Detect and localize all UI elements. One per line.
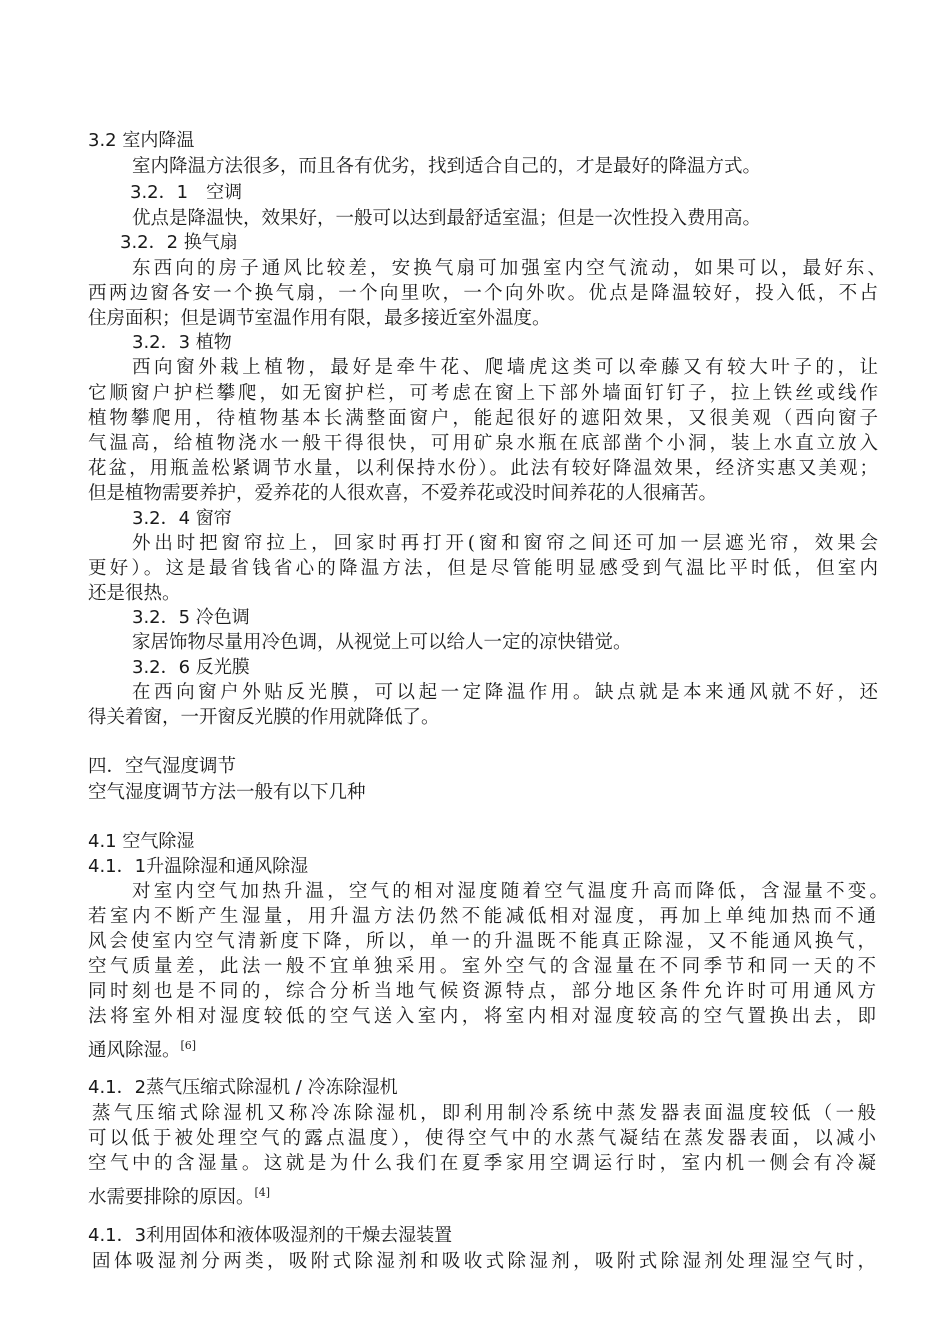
paragraph-line: 花盆，用瓶盖松紧调节水量，以利保持水份）。此法有较好降温效果，经济实惠又美观； <box>88 458 878 479</box>
paragraph-line <box>88 1038 196 1064</box>
citation-reference: [4] <box>254 1185 271 1199</box>
heading-3-2: 3.2 室内降温 <box>88 130 195 151</box>
paragraph-line: 若室内不断产生湿量，用升温方法仍然不能减低相对湿度，再加上单纯加热而不通 <box>88 906 876 927</box>
heading-3-2-2: 3.2．2 换气扇 <box>120 232 238 253</box>
paragraph-line: 西两边窗各安一个换气扇，一个向里吹，一个向外吹。优点是降温较好，投入低，不占 <box>88 283 878 304</box>
paragraph-line: 空气质量差，此法一般不宜单独采用。室外空气的含湿量在不同季节和同一天的不 <box>88 956 876 977</box>
heading-3-2-3: 3.2．3 植物 <box>132 332 232 353</box>
paragraph-line: 它顺窗户护栏攀爬，如无窗护栏，可考虑在窗上下部外墙面钉钉子，拉上铁丝或线作 <box>88 383 878 404</box>
paragraph-line <box>88 1185 270 1211</box>
paragraph-line: 在西向窗户外贴反光膜，可以起一定降温作用。缺点就是本来通风就不好，还 <box>132 682 878 703</box>
heading-3-2-4: 3.2．4 窗帘 <box>132 508 232 529</box>
paragraph-line: 蒸气压缩式除湿机又称冷冻除湿机，即利用制冷系统中蒸发器表面温度较低（一般 <box>92 1103 876 1124</box>
citation-reference: [6] <box>180 1038 197 1052</box>
paragraph-line: 东西向的房子通风比较差，安换气扇可加强室内空气流动，如果可以，最好东、 <box>132 258 886 279</box>
heading-3-2-1: 3.2．1 空调 <box>130 182 243 203</box>
paragraph-line: 风会使室内空气清新度下降，所以，单一的升温既不能真正除湿，又不能通风换气， <box>88 931 876 952</box>
paragraph-line: 西向窗外栽上植物，最好是牵牛花、爬墙虎这类可以牵藤又有较大叶子的，让 <box>132 357 878 378</box>
paragraph-line: 外出时把窗帘拉上，回家时再打开(窗和窗帘之间还可加一层遮光帘，效果会 <box>132 533 878 554</box>
heading-4-1-2: 4.1．2蒸气压缩式除湿机 / 冷冻除湿机 <box>88 1077 398 1098</box>
paragraph-line: 室内降温方法很多，而且各有优劣，找到适合自己的，才是最好的降温方式。 <box>132 156 762 177</box>
paragraph-line: 植物攀爬用，待植物基本长满整面窗户，能起很好的遮阳效果，又很美观（西向窗子 <box>88 408 878 429</box>
paragraph-line: 空气中的含湿量。这就是为什么我们在夏季家用空调运行时，室内机一侧会有冷凝 <box>88 1153 876 1174</box>
paragraph-line: 得关着窗，一开窗反光膜的作用就降低了。 <box>88 707 440 728</box>
paragraph-line: 但是植物需要养护，爱养花的人很欢喜，不爱养花或没时间养花的人很痛苦。 <box>88 483 718 504</box>
heading-3-2-5: 3.2．5 冷色调 <box>132 607 250 628</box>
paragraph-line: 空气湿度调节方法一般有以下几种 <box>88 782 366 803</box>
paragraph-line: 对室内空气加热升温，空气的相对湿度随着空气温度升高而降低，含湿量不变。 <box>132 881 888 902</box>
paragraph-line: 住房面积；但是调节室温作用有限，最多接近室外温度。 <box>88 308 551 329</box>
paragraph-line: 还是很热。 <box>88 583 181 604</box>
paragraph-line: 法将室外相对湿度较低的空气送入室内，将室内相对湿度较高的空气置换出去，即 <box>88 1006 876 1027</box>
paragraph-line: 固体吸湿剂分两类，吸附式除湿剂和吸收式除湿剂，吸附式除湿剂处理湿空气时， <box>92 1251 876 1272</box>
paragraph-line: 同时刻也是不同的，综合分析当地气候资源特点，部分地区条件允许时可用通风方 <box>88 981 876 1002</box>
heading-4: 四．空气湿度调节 <box>88 756 237 777</box>
heading-4-1-3: 4.1．3利用固体和液体吸湿剂的干燥去湿装置 <box>88 1225 453 1246</box>
paragraph-line: 家居饰物尽量用冷色调，从视觉上可以给人一定的凉快错觉。 <box>132 632 632 653</box>
paragraph-text: 通风除湿。 <box>88 1040 181 1061</box>
paragraph-text: 水需要排除的原因。 <box>88 1187 255 1208</box>
heading-4-1-1: 4.1．1升温除湿和通风除湿 <box>88 856 309 877</box>
paragraph-line: 优点是降温快，效果好，一般可以达到最舒适室温；但是一次性投入费用高。 <box>132 208 762 229</box>
paragraph-line: 气温高，给植物浇水一般干得很快，可用矿泉水瓶在底部凿个小洞，装上水直立放入 <box>88 433 878 454</box>
paragraph-line: 可以低于被处理空气的露点温度），使得空气中的水蒸气凝结在蒸发器表面，以减小 <box>88 1128 876 1149</box>
heading-3-2-6: 3.2．6 反光膜 <box>132 657 250 678</box>
paragraph-line: 更好）。这是最省钱省心的降温方法，但是尽管能明显感受到气温比平时低，但室内 <box>88 558 878 579</box>
heading-4-1: 4.1 空气除湿 <box>88 831 195 852</box>
